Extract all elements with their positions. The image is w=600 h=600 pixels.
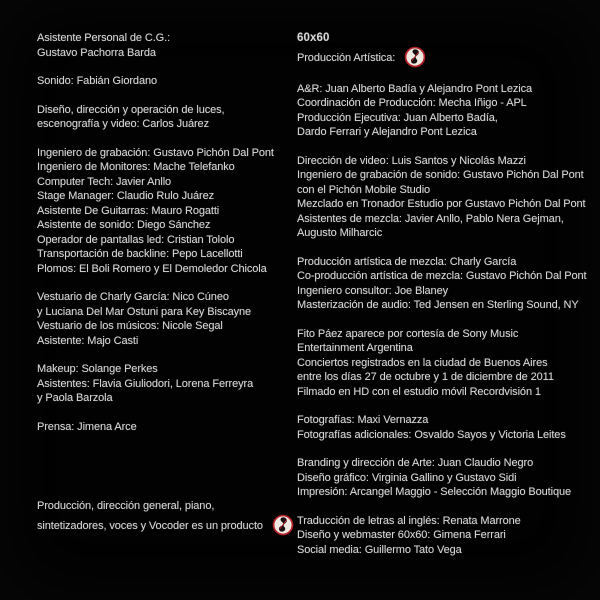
credit-line: Operador de pantallas led: Cristian Tololo [37,233,235,246]
credit-paragraph [297,456,591,500]
credit-line: Prensa: Jimena Arce [37,420,137,433]
credit-paragraph [297,154,591,241]
credit-line: Social media: Guillermo Tato Vega [297,543,462,556]
credit-line: con el Pichón Mobile Studio [297,183,431,196]
credit-paragraph [37,103,293,132]
credit-line: escenografía y video: Carlos Juárez [37,118,209,130]
credit-line: Coordinación de Producción: Mecha Iñigo - APL [297,97,527,109]
credit-line: Asistente: Majo Casti [37,334,139,347]
credit-line: Filmado en HD con el estudio móvil Recordvisión 1 [297,385,541,398]
credit-paragraph [37,420,293,435]
credit-line: Traducción de letras al inglés: Renata Marrone [297,514,521,527]
credit-line: Fotografías: Maxi Vernazza [297,414,429,426]
credit-line: Makeup: Solange Perkes [37,363,158,375]
credit-paragraph [297,327,591,400]
credit-line: Ingeniero de grabación de sonido: Gustavo Pichón Dal Pont [297,169,584,181]
credit-paragraph [297,31,591,68]
credit-line: Ingeniero consultor: Joe Blaney [297,284,448,297]
credit-line: Impresión: Arcangel Maggio - Selección Maggio Boutique [297,486,572,498]
credit-line: Asistente De Guitarras: Mauro Rogatti [37,204,220,217]
credit-paragraph [37,74,293,89]
credit-line: Fotografías adicionales: Osvaldo Sayos y Victoria Leites [297,428,566,441]
credit-line: Producción artística de mezcla: Charly García [297,255,517,268]
credit-line: Mezclado en Tronador Estudio por Gustavo Pichón Dal Pont [297,198,586,210]
credit-paragraph [297,82,591,140]
credit-line: Sonido: Fabián Giordano [37,75,158,87]
credit-line: Dirección de video: Luis Santos y Nicolás Mazzi [297,154,526,167]
credit-line: y Paola Barzola [37,392,113,404]
credit-line: Diseño gráfico: Virginia Gallino y Gustavo Sidi [297,471,517,484]
credit-line: Stage Manager: Claudio Rulo Juárez [37,190,214,202]
credit-paragraph [37,499,293,536]
credit-line: Augusto Milharcic [297,227,383,239]
say-no-more-icon [272,514,294,536]
credit-line: Entertainment Argentina [297,342,413,354]
credit-line: Gustavo Pachorra Barda [37,46,156,59]
credit-line: Conciertos registrados en la ciudad de Buenos Aires [297,356,548,369]
credit-line: Diseño, dirección y operación de luces, [37,103,225,116]
credit-line: Ingeniero de grabación: Gustavo Pichón Dal Pont [37,146,274,159]
credit-paragraph [37,362,293,406]
credit-paragraph [297,255,591,313]
credit-line: Vestuario de Charly García: Nico Cúneo [37,291,229,303]
credit-line: Fito Páez aparece por cortesía de Sony Music [297,327,519,340]
credit-line: Producción Artística: [297,46,591,68]
credit-paragraph [37,31,293,60]
credit-line: Diseño y webmaster 60x60: Gimena Ferrari [297,529,506,541]
credit-line: 60x60 [297,32,330,44]
say-no-more-icon [404,46,426,68]
credit-paragraph [297,413,591,442]
credit-line: Masterización de audio: Ted Jensen en Sterling Sound, NY [297,299,579,311]
credit-line: Asistentes: Flavia Giuliodori, Lorena Ferreyra [37,377,254,390]
credit-line: entre los días 27 de octubre y 1 de diciembre de 2011 [297,371,554,383]
credit-line: Plomos: El Boli Romero y El Demoledor Chicola [37,262,267,275]
credit-line: Asistente de sonido: Diego Sánchez [37,219,211,231]
credit-line: Ingeniero de Monitores: Mache Telefanko [37,161,235,173]
credit-line: Producción Ejecutiva: Juan Alberto Badía, [297,111,498,124]
credits-right-column [297,31,591,571]
credit-line: Vestuario de los músicos: Nicole Segal [37,320,223,332]
credit-line: Branding y dirección de Arte: Juan Claudio Negro [297,457,534,469]
credits-left-column [37,31,293,550]
credit-line: Producción, dirección general, piano, [37,500,215,512]
credit-line: Asistente Personal de C.G.: [37,32,171,44]
credit-line: y Luciana Del Mar Ostuni para Key Biscayne [37,305,252,318]
credit-line: Transportación de backline: Pepo Lacellotti [37,248,243,260]
credit-paragraph [37,146,293,277]
credit-line: Co-producción artística de mezcla: Gustavo Pichón Dal Pont [297,270,587,282]
credit-paragraph [297,514,591,558]
credit-paragraph [37,290,293,348]
credit-line: sintetizadores, voces y Vocoder es un producto [37,514,293,536]
credit-line: A&R: Juan Alberto Badía y Alejandro Pont Lezica [297,82,533,95]
credit-line: Dardo Ferrari y Alejandro Pont Lezica [297,126,477,138]
credit-line: Asistentes de mezcla: Javier Anllo, Pablo Nera Gejman, [297,212,564,225]
credit-line: Computer Tech: Javier Anllo [37,175,172,188]
